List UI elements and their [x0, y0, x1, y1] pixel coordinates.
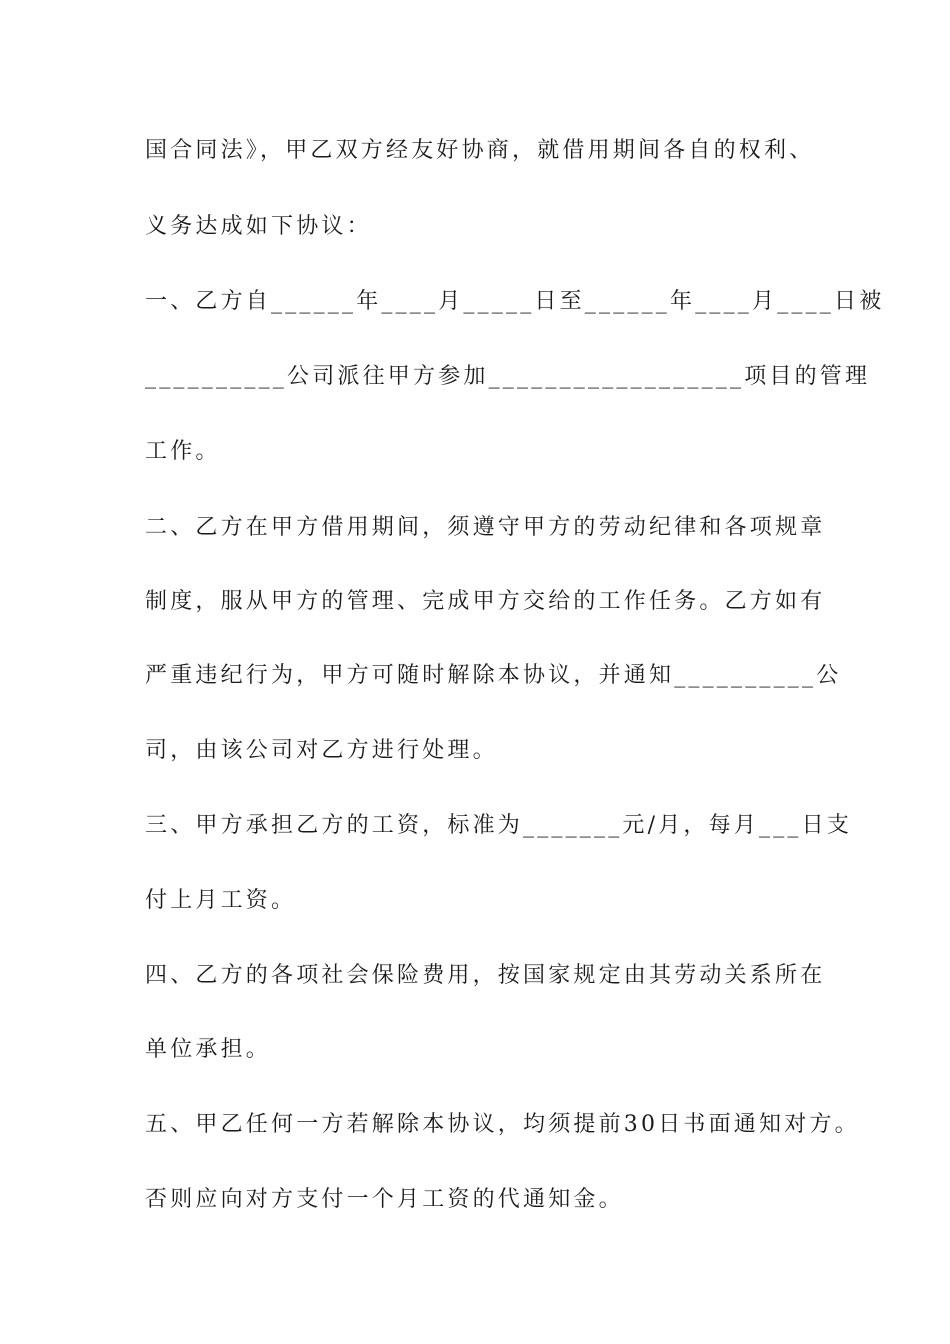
text-line: 四、乙方的各项社会保险费用，按国家规定由其劳动关系所在: [145, 963, 826, 988]
text-line: 付上月工资。: [145, 888, 297, 913]
text-line: 否则应向对方支付一个月工资的代通知金。: [145, 1187, 624, 1212]
text-line: 二、乙方在甲方借用期间，须遵守甲方的劳动纪律和各项规章: [145, 515, 826, 540]
text-line: 义务达成如下协议：: [145, 214, 372, 239]
text-line: 工作。: [145, 439, 221, 464]
text-line: 三、甲方承担乙方的工资，标准为_______元/月，每月___日支: [145, 813, 853, 838]
text-line: 国合同法》，甲乙双方经友好协商，就借用期间各自的权利、: [145, 138, 815, 163]
text-line: 五、甲乙任何一方若解除本协议，均须提前30日书面通知对方。: [145, 1112, 860, 1137]
text-line: __________公司派往甲方参加__________________项目的管理: [145, 364, 871, 389]
text-line: 司，由该公司对乙方进行处理。: [145, 738, 498, 763]
text-line: 严重违纪行为，甲方可随时解除本协议，并通知__________公: [145, 663, 842, 688]
text-line: 一、乙方自______年____月_____日至______年____月____日被: [145, 289, 885, 314]
text-line: 制度，服从甲方的管理、完成甲方交给的工作任务。乙方如有: [145, 589, 826, 614]
text-line: 单位承担。: [145, 1037, 272, 1062]
